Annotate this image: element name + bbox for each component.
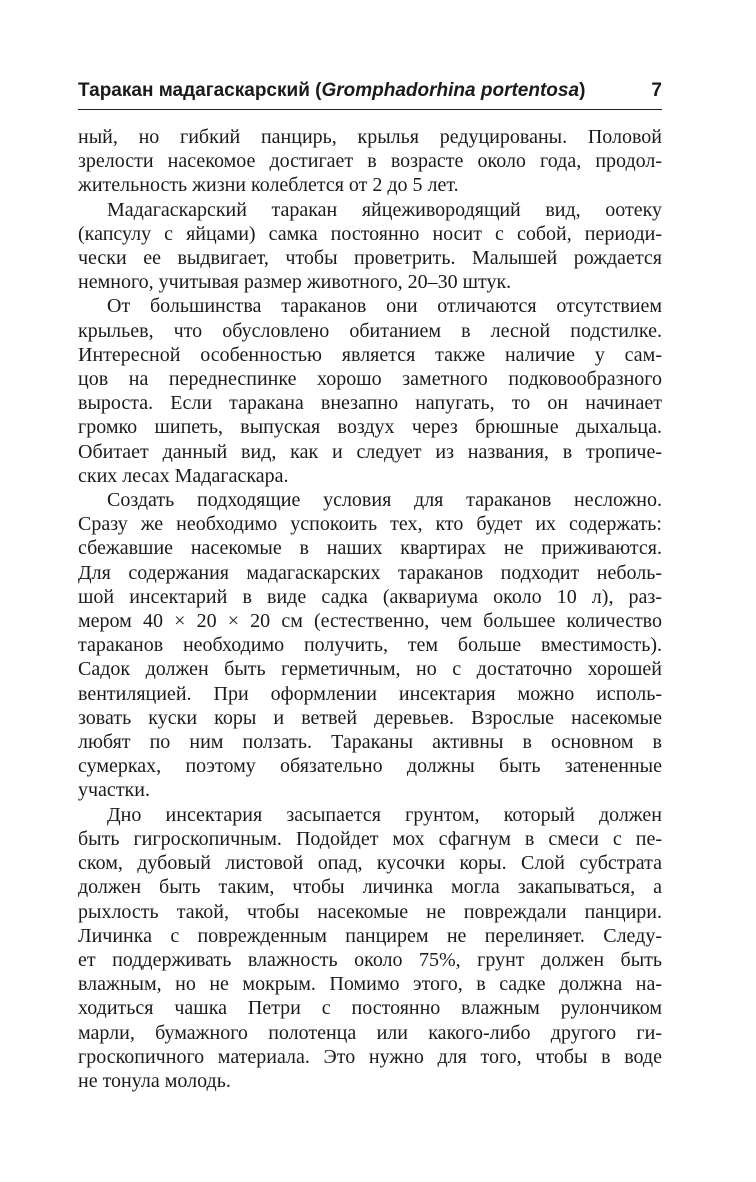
text-line: Создать подходящие условия для тараканов несложно.: [107, 489, 662, 512]
text-line: мером 40 × 20 × 20 см (естественно, чем большее количество: [78, 610, 662, 633]
text-line: тараканов необходимо получить, тем больше вместимость).: [78, 634, 662, 657]
paragraph: [78, 198, 662, 295]
text-line: ный, но гибкий панцирь, крылья редуцированы. Половой: [78, 126, 662, 148]
text-line: зрелости насекомое достигает в возрасте около года, продол-: [78, 150, 662, 173]
text-line: участки.: [78, 779, 150, 802]
text-line: рыхлость такой, чтобы насекомые не повреждали панцири.: [78, 900, 662, 923]
text-line: От большинства тараканов они отличаются отсутствием: [107, 295, 662, 318]
text-line: Интересной особенностью является также наличие у сам-: [78, 343, 662, 366]
text-line: Сразу же необходимо успокоить тех, кто будет их содержать:: [78, 513, 662, 536]
text-line: вентиляцией. При оформлении инсектария можно исполь-: [78, 682, 662, 705]
running-header: [78, 76, 662, 106]
text-line: (капсулу с яйцами) самка постоянно носит с собой, периоди-: [78, 222, 662, 245]
paragraph: [78, 125, 662, 198]
text-line: громко шипеть, выпуская воздух через брюшные дыхальца.: [78, 416, 662, 439]
text-line: Садок должен быть герметичным, но с достаточно хорошей: [78, 658, 662, 681]
text-line: чески ее выдвигает, чтобы проветрить. Малышей рождается: [78, 247, 662, 270]
text-line: выроста. Если таракана внезапно напугать, то он начинает: [78, 392, 662, 415]
text-line: должен быть таким, чтобы личинка могла закапываться, а: [78, 876, 662, 899]
page-number: 7: [651, 80, 662, 101]
text-line: ском, дубовый листовой опад, кусочки коры. Слой субстрата: [78, 852, 662, 875]
paragraph: [78, 294, 662, 488]
text-line: ет поддерживать влажность около 75%, грунт должен быть: [78, 948, 662, 971]
body-text: [78, 125, 662, 1093]
header-rule: [78, 109, 662, 110]
text-line: Для содержания мадагаскарских тараканов подходит неболь-: [78, 561, 662, 584]
text-line: зовать куски коры и ветвей деревьев. Взрослые насекомые: [78, 706, 662, 729]
text-line: сбежавшие насекомые в наших квартирах не приживаются.: [78, 537, 662, 560]
paragraph: [78, 488, 662, 803]
text-line: Личинка с поврежденным панцирем не перелиняет. Следу-: [78, 924, 662, 947]
text-line: немного, учитывая размер животного, 20–30 штук.: [78, 271, 512, 294]
text-line: любят по ним ползать. Тараканы активны в основном в: [78, 731, 662, 754]
text-line: Мадагаскарский таракан яйцеживородящий вид, оотеку: [107, 198, 662, 221]
text-line: Обитает данный вид, как и следует из названия, в тропиче-: [78, 440, 662, 463]
text-line: ских лесах Мадагаскара.: [78, 464, 289, 487]
text-line: быть гигроскопичным. Подойдет мох сфагнум в смеси с пе-: [78, 827, 662, 850]
title-suffix: ): [579, 80, 586, 101]
text-line: влажным, но не мокрым. Помимо этого, в садке должна на-: [78, 973, 662, 996]
text-line: крыльев, что обусловлено обитанием в лесной подстилке.: [78, 319, 662, 342]
title-latin-name: Gromphadorhina portentosa: [321, 80, 580, 101]
paragraph: [78, 803, 662, 1093]
text-line: марли, бумажного полотенца или какого-либо другого ги-: [78, 1021, 662, 1044]
title-prefix: Таракан мадагаскарский (: [78, 80, 322, 101]
text-line: цов на переднеспинке хорошо заметного подковообразного: [78, 368, 662, 391]
text-line: сумерках, поэтому обязательно должны быть затененные: [78, 755, 662, 778]
running-title: [78, 80, 585, 102]
text-line: шой инсектарий в виде садка (аквариума около 10 л), раз-: [78, 585, 662, 608]
text-line: гроскопичного материала. Это нужно для того, чтобы в воде: [78, 1045, 662, 1068]
text-line: жительность жизни колеблется от 2 до 5 лет.: [78, 174, 459, 197]
text-line: Дно инсектария засыпается грунтом, который должен: [107, 803, 662, 826]
text-line: не тонула молодь.: [78, 1069, 231, 1092]
text-line: ходиться чашка Петри с постоянно влажным рулончиком: [78, 997, 662, 1020]
